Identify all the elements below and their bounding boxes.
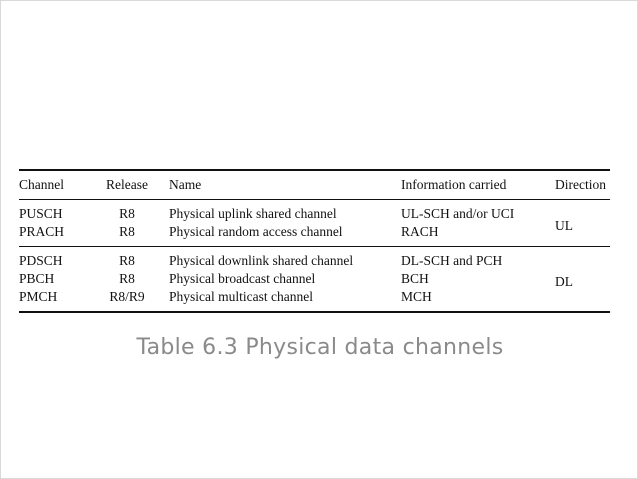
table-row <box>19 247 610 270</box>
cell-name: Physical multicast channel <box>169 289 313 304</box>
cell-info: MCH <box>401 289 432 304</box>
cell-info: RACH <box>401 224 439 239</box>
cell-channel: PUSCH <box>19 206 63 221</box>
cell-direction: UL <box>555 217 573 233</box>
cell-release: R8/R9 <box>109 289 145 304</box>
cell-channel: PMCH <box>19 289 58 304</box>
cell-info: UL-SCH and/or UCI <box>401 206 515 221</box>
cell-release: R8 <box>119 271 135 286</box>
channels-table <box>19 169 610 313</box>
cell-name: Physical downlink shared channel <box>169 253 354 268</box>
cell-direction: DL <box>555 273 573 289</box>
cell-channel: PRACH <box>19 224 65 239</box>
header-release: Release <box>106 177 148 192</box>
header-info: Information carried <box>401 177 507 192</box>
cell-name: Physical uplink shared channel <box>169 206 337 221</box>
cell-info: DL-SCH and PCH <box>401 253 503 268</box>
cell-channel: PDSCH <box>19 253 63 268</box>
cell-release: R8 <box>119 206 135 221</box>
cell-name: Physical broadcast channel <box>169 271 316 286</box>
table-row <box>19 270 610 288</box>
table-row <box>19 223 610 246</box>
table-caption: Table 6.3 Physical data channels <box>136 335 504 360</box>
header-row <box>19 171 610 199</box>
cell-name: Physical random access channel <box>169 224 343 239</box>
header-channel: Channel <box>19 177 64 192</box>
cell-release: R8 <box>119 253 135 268</box>
header-direction: Direction <box>555 177 606 192</box>
header-name: Name <box>169 177 202 192</box>
cell-channel: PBCH <box>19 271 55 286</box>
table-row <box>19 288 610 311</box>
table-row <box>19 200 610 223</box>
cell-release: R8 <box>119 224 135 239</box>
cell-info: BCH <box>401 271 429 286</box>
bottom-rule <box>19 311 610 313</box>
